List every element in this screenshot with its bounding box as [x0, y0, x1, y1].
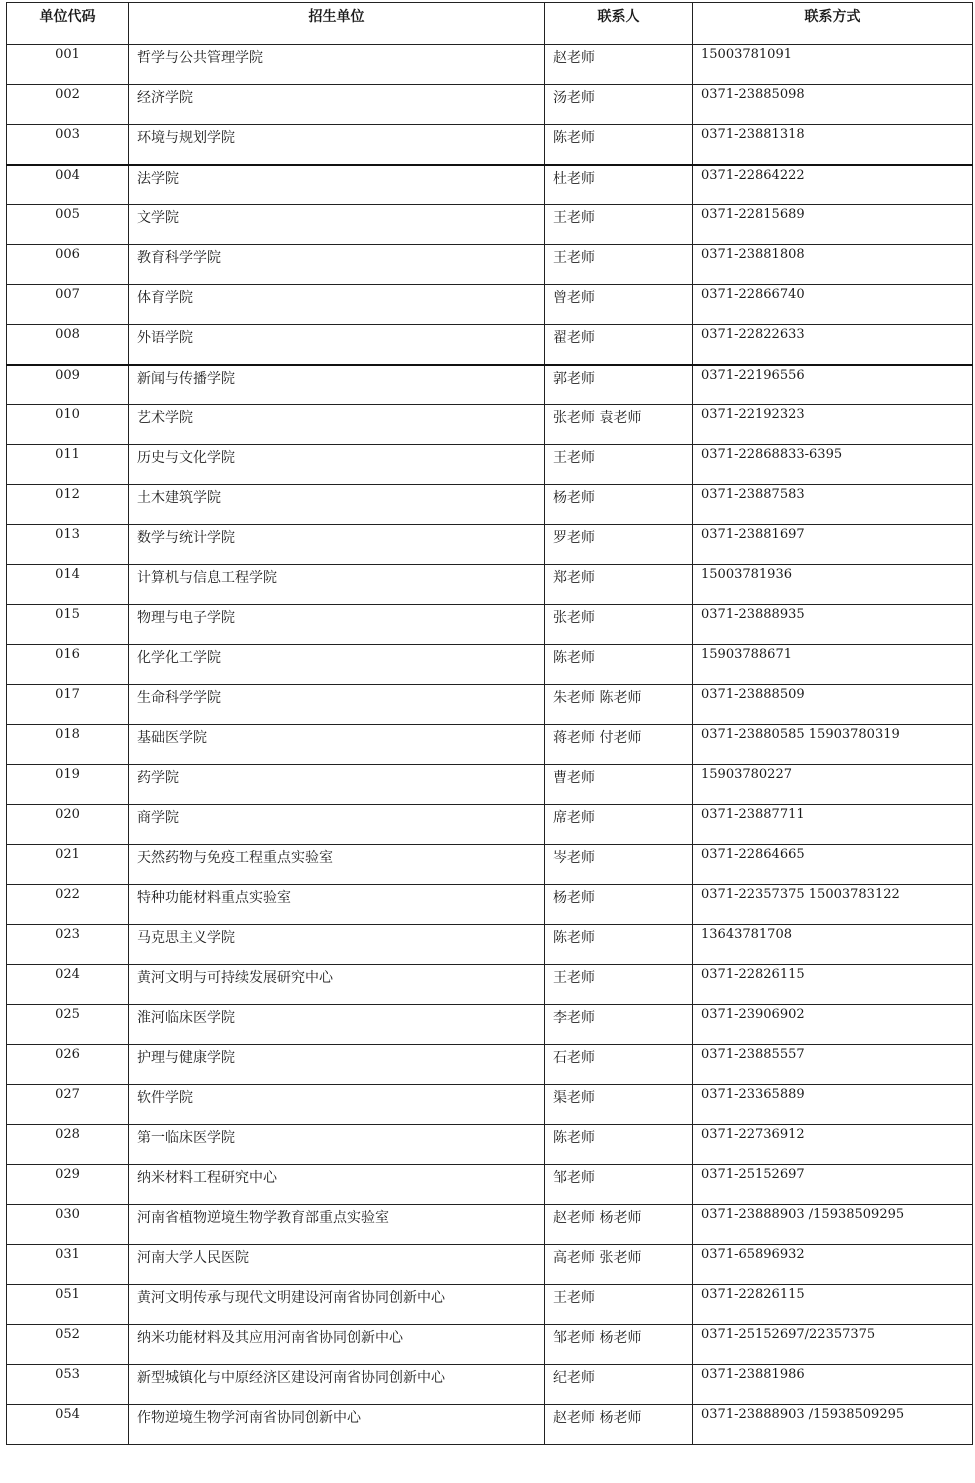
- cell-contact: 15903780227: [693, 765, 973, 805]
- header-contact: 联系方式: [693, 3, 973, 45]
- table-row: [7, 925, 973, 965]
- cell-unit: 纳米功能材料及其应用河南省协同创新中心: [129, 1325, 545, 1365]
- cell-contact: 0371-23888903 /15938509295: [693, 1205, 973, 1245]
- table-row: [7, 165, 973, 205]
- table-row: [7, 445, 973, 485]
- cell-contact: 13643781708: [693, 925, 973, 965]
- table-row: [7, 885, 973, 925]
- cell-code: 001: [7, 45, 129, 85]
- table-row: [7, 965, 973, 1005]
- cell-code: 022: [7, 885, 129, 925]
- cell-code: 012: [7, 485, 129, 525]
- cell-code: 010: [7, 405, 129, 445]
- cell-code: 016: [7, 645, 129, 685]
- cell-contact: 0371-23888509: [693, 685, 973, 725]
- cell-code: 005: [7, 205, 129, 245]
- cell-person: 郑老师: [545, 565, 693, 605]
- cell-unit: 天然药物与免疫工程重点实验室: [129, 845, 545, 885]
- table-row: [7, 1205, 973, 1245]
- cell-person: 赵老师 杨老师: [545, 1205, 693, 1245]
- cell-contact: 0371-22868833-6395: [693, 445, 973, 485]
- cell-contact: 15903788671: [693, 645, 973, 685]
- cell-code: 011: [7, 445, 129, 485]
- cell-code: 003: [7, 125, 129, 165]
- cell-code: 018: [7, 725, 129, 765]
- table-header: [7, 3, 973, 45]
- cell-person: 张老师: [545, 605, 693, 645]
- table-row: [7, 1125, 973, 1165]
- cell-code: 054: [7, 1405, 129, 1445]
- table-row: [7, 365, 973, 405]
- cell-contact: 0371-23881986: [693, 1365, 973, 1405]
- cell-unit: 土木建筑学院: [129, 485, 545, 525]
- cell-code: 029: [7, 1165, 129, 1205]
- table-row: [7, 1245, 973, 1285]
- cell-code: 020: [7, 805, 129, 845]
- cell-contact: 0371-23888935: [693, 605, 973, 645]
- cell-contact: 0371-22826115: [693, 965, 973, 1005]
- cell-unit: 河南大学人民医院: [129, 1245, 545, 1285]
- header-person: 联系人: [545, 3, 693, 45]
- cell-person: 高老师 张老师: [545, 1245, 693, 1285]
- table-row: [7, 205, 973, 245]
- table-row: [7, 405, 973, 445]
- cell-unit: 哲学与公共管理学院: [129, 45, 545, 85]
- table-row: [7, 1045, 973, 1085]
- cell-contact: 0371-23885557: [693, 1045, 973, 1085]
- table-row: [7, 125, 973, 165]
- cell-contact: 0371-22864222: [693, 165, 973, 205]
- cell-code: 009: [7, 365, 129, 405]
- cell-code: 031: [7, 1245, 129, 1285]
- cell-code: 006: [7, 245, 129, 285]
- cell-code: 025: [7, 1005, 129, 1045]
- header-unit: 招生单位: [129, 3, 545, 45]
- cell-unit: 环境与规划学院: [129, 125, 545, 165]
- cell-contact: 0371-22864665: [693, 845, 973, 885]
- cell-person: 邹老师 杨老师: [545, 1325, 693, 1365]
- cell-person: 邹老师: [545, 1165, 693, 1205]
- cell-person: 陈老师: [545, 925, 693, 965]
- cell-unit: 淮河临床医学院: [129, 1005, 545, 1045]
- cell-code: 019: [7, 765, 129, 805]
- cell-contact: 0371-22357375 15003783122: [693, 885, 973, 925]
- cell-person: 赵老师 杨老师: [545, 1405, 693, 1445]
- cell-contact: 0371-23881697: [693, 525, 973, 565]
- table-row: [7, 725, 973, 765]
- cell-person: 杜老师: [545, 165, 693, 205]
- contact-table: [6, 2, 973, 1445]
- cell-contact: 0371-22866740: [693, 285, 973, 325]
- table-row: [7, 1325, 973, 1365]
- cell-code: 030: [7, 1205, 129, 1245]
- cell-contact: 0371-25152697/22357375: [693, 1325, 973, 1365]
- cell-unit: 作物逆境生物学河南省协同创新中心: [129, 1405, 545, 1445]
- cell-unit: 马克思主义学院: [129, 925, 545, 965]
- cell-person: 岑老师: [545, 845, 693, 885]
- cell-person: 赵老师: [545, 45, 693, 85]
- table-row: [7, 45, 973, 85]
- cell-person: 汤老师: [545, 85, 693, 125]
- cell-code: 021: [7, 845, 129, 885]
- cell-contact: 0371-23887711: [693, 805, 973, 845]
- cell-code: 014: [7, 565, 129, 605]
- cell-person: 翟老师: [545, 325, 693, 365]
- cell-contact: 0371-23888903 /15938509295: [693, 1405, 973, 1445]
- cell-unit: 纳米材料工程研究中心: [129, 1165, 545, 1205]
- cell-contact: 0371-23887583: [693, 485, 973, 525]
- cell-contact: 0371-23880585 15903780319: [693, 725, 973, 765]
- cell-person: 纪老师: [545, 1365, 693, 1405]
- cell-person: 朱老师 陈老师: [545, 685, 693, 725]
- cell-code: 026: [7, 1045, 129, 1085]
- cell-unit: 软件学院: [129, 1085, 545, 1125]
- cell-unit: 数学与统计学院: [129, 525, 545, 565]
- cell-unit: 化学化工学院: [129, 645, 545, 685]
- cell-person: 王老师: [545, 965, 693, 1005]
- cell-person: 王老师: [545, 445, 693, 485]
- cell-person: 渠老师: [545, 1085, 693, 1125]
- cell-person: 罗老师: [545, 525, 693, 565]
- cell-person: 李老师: [545, 1005, 693, 1045]
- cell-person: 王老师: [545, 245, 693, 285]
- cell-contact: 0371-22736912: [693, 1125, 973, 1165]
- table-row: [7, 1165, 973, 1205]
- cell-person: 杨老师: [545, 485, 693, 525]
- cell-contact: 0371-23906902: [693, 1005, 973, 1045]
- cell-contact: 0371-22822633: [693, 325, 973, 365]
- table-row: [7, 525, 973, 565]
- table-row: [7, 685, 973, 725]
- cell-person: 蒋老师 付老师: [545, 725, 693, 765]
- cell-contact: 0371-25152697: [693, 1165, 973, 1205]
- cell-contact: 0371-22826115: [693, 1285, 973, 1325]
- table-row: [7, 1365, 973, 1405]
- cell-person: 王老师: [545, 205, 693, 245]
- cell-unit: 体育学院: [129, 285, 545, 325]
- cell-code: 027: [7, 1085, 129, 1125]
- cell-contact: 0371-23881318: [693, 125, 973, 165]
- cell-code: 017: [7, 685, 129, 725]
- table-row: [7, 85, 973, 125]
- table-row: [7, 485, 973, 525]
- table-row: [7, 765, 973, 805]
- cell-unit: 经济学院: [129, 85, 545, 125]
- cell-contact: 0371-22192323: [693, 405, 973, 445]
- table-row: [7, 285, 973, 325]
- cell-unit: 文学院: [129, 205, 545, 245]
- cell-unit: 药学院: [129, 765, 545, 805]
- cell-person: 郭老师: [545, 365, 693, 405]
- cell-person: 王老师: [545, 1285, 693, 1325]
- cell-unit: 法学院: [129, 165, 545, 205]
- table-row: [7, 1285, 973, 1325]
- table-row: [7, 565, 973, 605]
- cell-contact: 0371-23881808: [693, 245, 973, 285]
- table-row: [7, 1085, 973, 1125]
- cell-person: 曾老师: [545, 285, 693, 325]
- cell-code: 004: [7, 165, 129, 205]
- cell-person: 石老师: [545, 1045, 693, 1085]
- cell-unit: 计算机与信息工程学院: [129, 565, 545, 605]
- cell-contact: 15003781936: [693, 565, 973, 605]
- cell-code: 024: [7, 965, 129, 1005]
- cell-code: 052: [7, 1325, 129, 1365]
- cell-code: 023: [7, 925, 129, 965]
- cell-person: 陈老师: [545, 645, 693, 685]
- cell-unit: 黄河文明与可持续发展研究中心: [129, 965, 545, 1005]
- cell-code: 007: [7, 285, 129, 325]
- table-row: [7, 805, 973, 845]
- cell-contact: 0371-65896932: [693, 1245, 973, 1285]
- table-row: [7, 245, 973, 285]
- cell-unit: 教育科学学院: [129, 245, 545, 285]
- cell-unit: 历史与文化学院: [129, 445, 545, 485]
- table-row: [7, 325, 973, 365]
- cell-unit: 基础医学院: [129, 725, 545, 765]
- cell-unit: 新型城镇化与中原经济区建设河南省协同创新中心: [129, 1365, 545, 1405]
- table-body: [7, 45, 973, 1445]
- cell-code: 013: [7, 525, 129, 565]
- cell-contact: 0371-22196556: [693, 365, 973, 405]
- table-row: [7, 605, 973, 645]
- cell-code: 053: [7, 1365, 129, 1405]
- cell-person: 席老师: [545, 805, 693, 845]
- cell-unit: 第一临床医学院: [129, 1125, 545, 1165]
- cell-unit: 特种功能材料重点实验室: [129, 885, 545, 925]
- table-row: [7, 845, 973, 885]
- header-code: 单位代码: [7, 3, 129, 45]
- cell-unit: 河南省植物逆境生物学教育部重点实验室: [129, 1205, 545, 1245]
- cell-unit: 护理与健康学院: [129, 1045, 545, 1085]
- cell-unit: 艺术学院: [129, 405, 545, 445]
- cell-unit: 外语学院: [129, 325, 545, 365]
- table-row: [7, 1005, 973, 1045]
- cell-person: 曹老师: [545, 765, 693, 805]
- cell-person: 杨老师: [545, 885, 693, 925]
- cell-contact: 0371-22815689: [693, 205, 973, 245]
- cell-unit: 黄河文明传承与现代文明建设河南省协同创新中心: [129, 1285, 545, 1325]
- cell-person: 张老师 袁老师: [545, 405, 693, 445]
- cell-person: 陈老师: [545, 125, 693, 165]
- cell-contact: 0371-23885098: [693, 85, 973, 125]
- cell-contact: 15003781091: [693, 45, 973, 85]
- cell-unit: 物理与电子学院: [129, 605, 545, 645]
- cell-unit: 新闻与传播学院: [129, 365, 545, 405]
- table-row: [7, 645, 973, 685]
- cell-code: 008: [7, 325, 129, 365]
- cell-person: 陈老师: [545, 1125, 693, 1165]
- cell-code: 015: [7, 605, 129, 645]
- cell-code: 028: [7, 1125, 129, 1165]
- cell-code: 002: [7, 85, 129, 125]
- header-row: [7, 3, 973, 45]
- cell-code: 051: [7, 1285, 129, 1325]
- cell-contact: 0371-23365889: [693, 1085, 973, 1125]
- cell-unit: 商学院: [129, 805, 545, 845]
- table-row: [7, 1405, 973, 1445]
- cell-unit: 生命科学学院: [129, 685, 545, 725]
